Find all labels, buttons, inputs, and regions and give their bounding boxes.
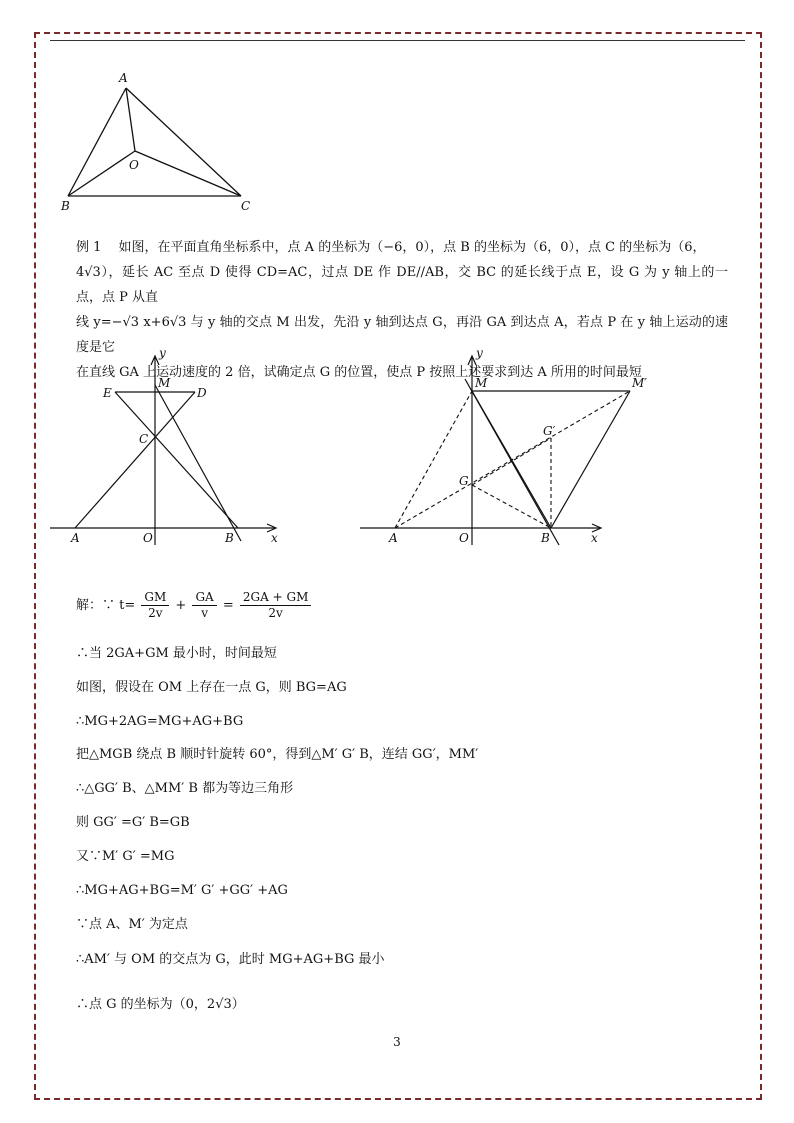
label-b: B	[225, 531, 234, 545]
label-m: M	[158, 376, 171, 390]
edge-ac	[126, 88, 241, 196]
fraction-gm-2v: $\frac{GM}{2v}$	[141, 590, 169, 621]
label-o: O	[129, 158, 139, 172]
segment-bo	[68, 151, 135, 196]
label-e: E	[103, 386, 112, 400]
solution-step-11: ∴点 G 的坐标为（0，2√3）	[76, 997, 245, 1012]
line-mb	[155, 385, 241, 541]
dashed-am-prime	[395, 391, 630, 528]
label-m-prime: M′	[632, 376, 648, 390]
line-mb-extended	[465, 379, 559, 545]
solution-formula	[76, 590, 313, 621]
label-b: B	[541, 531, 550, 545]
solution-step-2: 如图，假设在 OM 上存在一点 G，则 BG=AG	[76, 680, 347, 695]
problem-line-3: 线 y=−√3 x+6√3 与 y 轴的交点 M 出发，先沿 y 轴到达点 G，再沿 GA 到达点 A，若点 P 在 y 轴上运动的速度是它	[76, 315, 728, 355]
label-y: y	[159, 346, 166, 360]
label-m: M	[475, 376, 488, 390]
fraction-ga-v: $\frac{GA}{v}$	[192, 590, 216, 621]
header-rule	[50, 40, 745, 41]
label-a: A	[71, 531, 80, 545]
plus-sign: +	[175, 598, 187, 613]
edge-ab	[68, 88, 126, 196]
problem-line-2: 4√3），延长 AC 至点 D 使得 CD=AC，过点 DE 作 DE//AB，交 BC 的延长线于点 E，设 G 为 y 轴上的一点，点 P 从直	[76, 265, 728, 305]
fraction-combined: $\frac{2GA + GM}{2v}$	[240, 590, 311, 621]
label-g: G	[459, 474, 469, 488]
figure-coordinate-1	[45, 345, 290, 550]
solution-step-10: ∴AM′ 与 OM 的交点为 G，此时 MG+AG+BG 最小	[76, 952, 385, 967]
formula-prefix: 解：∵ t=	[76, 598, 136, 613]
segment-co	[135, 151, 241, 196]
label-c: C	[241, 199, 251, 213]
problem-line-4: 在直线 GA 上运动速度的 2 倍，试确定点 G 的位置，使点 P 按照上述要求到达 A 所用的时间最短	[76, 365, 642, 380]
solution-step-5: ∴△GG′ B、△MM′ B 都为等边三角形	[76, 781, 294, 796]
solution-step-8: ∴MG+AG+BG=M′ G′ +GG′ +AG	[76, 883, 288, 898]
label-a: A	[119, 71, 128, 85]
label-d: D	[197, 386, 207, 400]
label-x: x	[271, 531, 278, 545]
solution-step-9: ∵点 A、M′ 为定点	[76, 917, 188, 932]
problem-line-1: 例 1 如图，在平面直角坐标系中，点 A 的坐标为（−6，0），点 B 的坐标为（6，0），点 C 的坐标为（6，	[76, 240, 706, 255]
label-c: C	[139, 432, 149, 446]
solution-step-4: 把△MGB 绕点 B 顺时针旋转 60°，得到△M′ G′ B，连结 GG′，MM′	[76, 747, 479, 762]
segment-ao	[126, 88, 135, 151]
label-a: A	[389, 531, 398, 545]
label-o: O	[143, 531, 153, 545]
solution-step-7: 又∵M′ G′ =MG	[76, 849, 175, 864]
dashed-am	[395, 391, 472, 528]
label-o: O	[459, 531, 469, 545]
solution-step-6: 则 GG′ =G′ B=GB	[76, 815, 190, 830]
label-y: y	[476, 346, 483, 360]
label-b: B	[61, 199, 70, 213]
solution-step-3: ∴MG+2AG=MG+AG+BG	[76, 714, 244, 729]
label-x: x	[591, 531, 598, 545]
page-number: 3	[393, 1035, 401, 1049]
figure-triangle-abc	[55, 65, 265, 215]
dashed-gg-prime	[472, 438, 551, 485]
label-g-prime: G′	[543, 424, 556, 438]
equals-sign: =	[222, 598, 234, 613]
solution-step-1: ∴当 2GA+GM 最小时，时间最短	[76, 646, 277, 661]
